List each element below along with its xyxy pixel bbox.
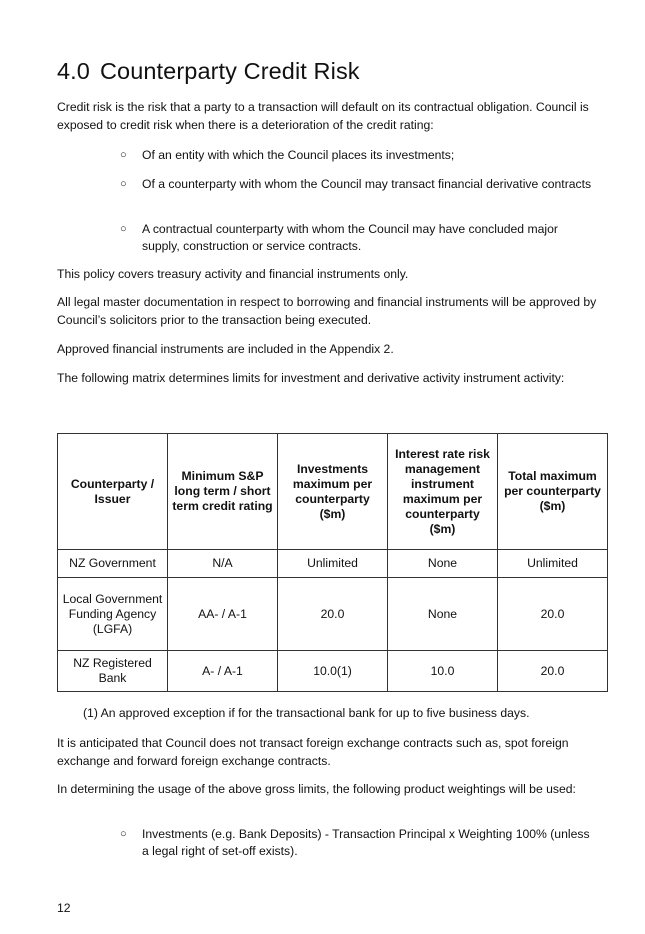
table-cell: 10.0: [388, 651, 498, 692]
table-row: [58, 550, 608, 578]
section-number: 4.0: [57, 58, 90, 84]
table-header-row: [58, 434, 608, 550]
table-cell: 20.0: [498, 578, 608, 651]
bullet-text: Of an entity with which the Council places its investments;: [142, 148, 455, 162]
table-cell: Unlimited: [278, 550, 388, 578]
header-credit-rating: Minimum S&P long term / short term credit rating: [168, 434, 278, 550]
bullet-text: Of a counterparty with whom the Council may transact financial derivative contracts: [142, 177, 592, 191]
table-cell: 20.0: [278, 578, 388, 651]
bullet-mark: ○: [120, 223, 127, 235]
matrix-paragraph: The following matrix determines limits for investment and derivative activity instrument activity:: [57, 371, 565, 385]
limits-table: [57, 433, 608, 692]
bullet-text: A contractual counterparty with whom the Council may have concluded major supply, construction or service contracts.: [142, 222, 558, 253]
table-cell: 10.0(1): [278, 651, 388, 692]
table-cell: NZ Government: [58, 550, 168, 578]
policy-paragraph: This policy covers treasury activity and financial instruments only.: [57, 267, 409, 281]
approved-paragraph: Approved financial instruments are included in the Appendix 2.: [57, 342, 394, 356]
header-investments: Investments maximum per counterparty ($m): [278, 434, 388, 550]
table-cell: Local Government Funding Agency (LGFA): [58, 578, 168, 651]
table-cell: None: [388, 578, 498, 651]
page-number: 12: [57, 901, 71, 915]
section-title: Counterparty Credit Risk: [99, 58, 360, 84]
bullet-mark: ○: [120, 178, 127, 190]
bullet-mark: ○: [120, 828, 127, 840]
legal-paragraph: All legal master documentation in respect to borrowing and financial instruments will be approved by Council’s solicitors prior to the transaction being executed.: [57, 295, 597, 327]
bullet-text: Investments (e.g. Bank Deposits) - Transaction Principal x Weighting 100% (unless a legal right of set-off exists).: [142, 827, 590, 858]
table-row: [58, 578, 608, 651]
section-heading: [57, 58, 360, 85]
table-row: [58, 651, 608, 692]
header-counterparty: Counterparty / Issuer: [58, 434, 168, 550]
header-interest-rate: Interest rate risk management instrument maximum per counterparty ($m): [388, 434, 498, 550]
table-footnote: (1) An approved exception if for the transactional bank for up to five business days.: [83, 706, 530, 720]
fx-paragraph: It is anticipated that Council does not transact foreign exchange contracts such as, spot foreign exchange and forward foreign exchange contracts.: [57, 736, 569, 768]
bullet-mark: ○: [120, 149, 127, 161]
table-cell: A- / A-1: [168, 651, 278, 692]
table-cell: Unlimited: [498, 550, 608, 578]
table-cell: AA- / A-1: [168, 578, 278, 651]
header-total-maximum: Total maximum per counterparty ($m): [498, 434, 608, 550]
table-cell: NZ Registered Bank: [58, 651, 168, 692]
table-cell: None: [388, 550, 498, 578]
intro-paragraph: Credit risk is the risk that a party to a transaction will default on its contractual obligation. Council is exposed to credit risk when there is a deterioration of the credit rating:: [57, 100, 589, 132]
table-cell: 20.0: [498, 651, 608, 692]
table-cell: N/A: [168, 550, 278, 578]
weightings-paragraph: In determining the usage of the above gross limits, the following product weightings will be used:: [57, 782, 576, 796]
